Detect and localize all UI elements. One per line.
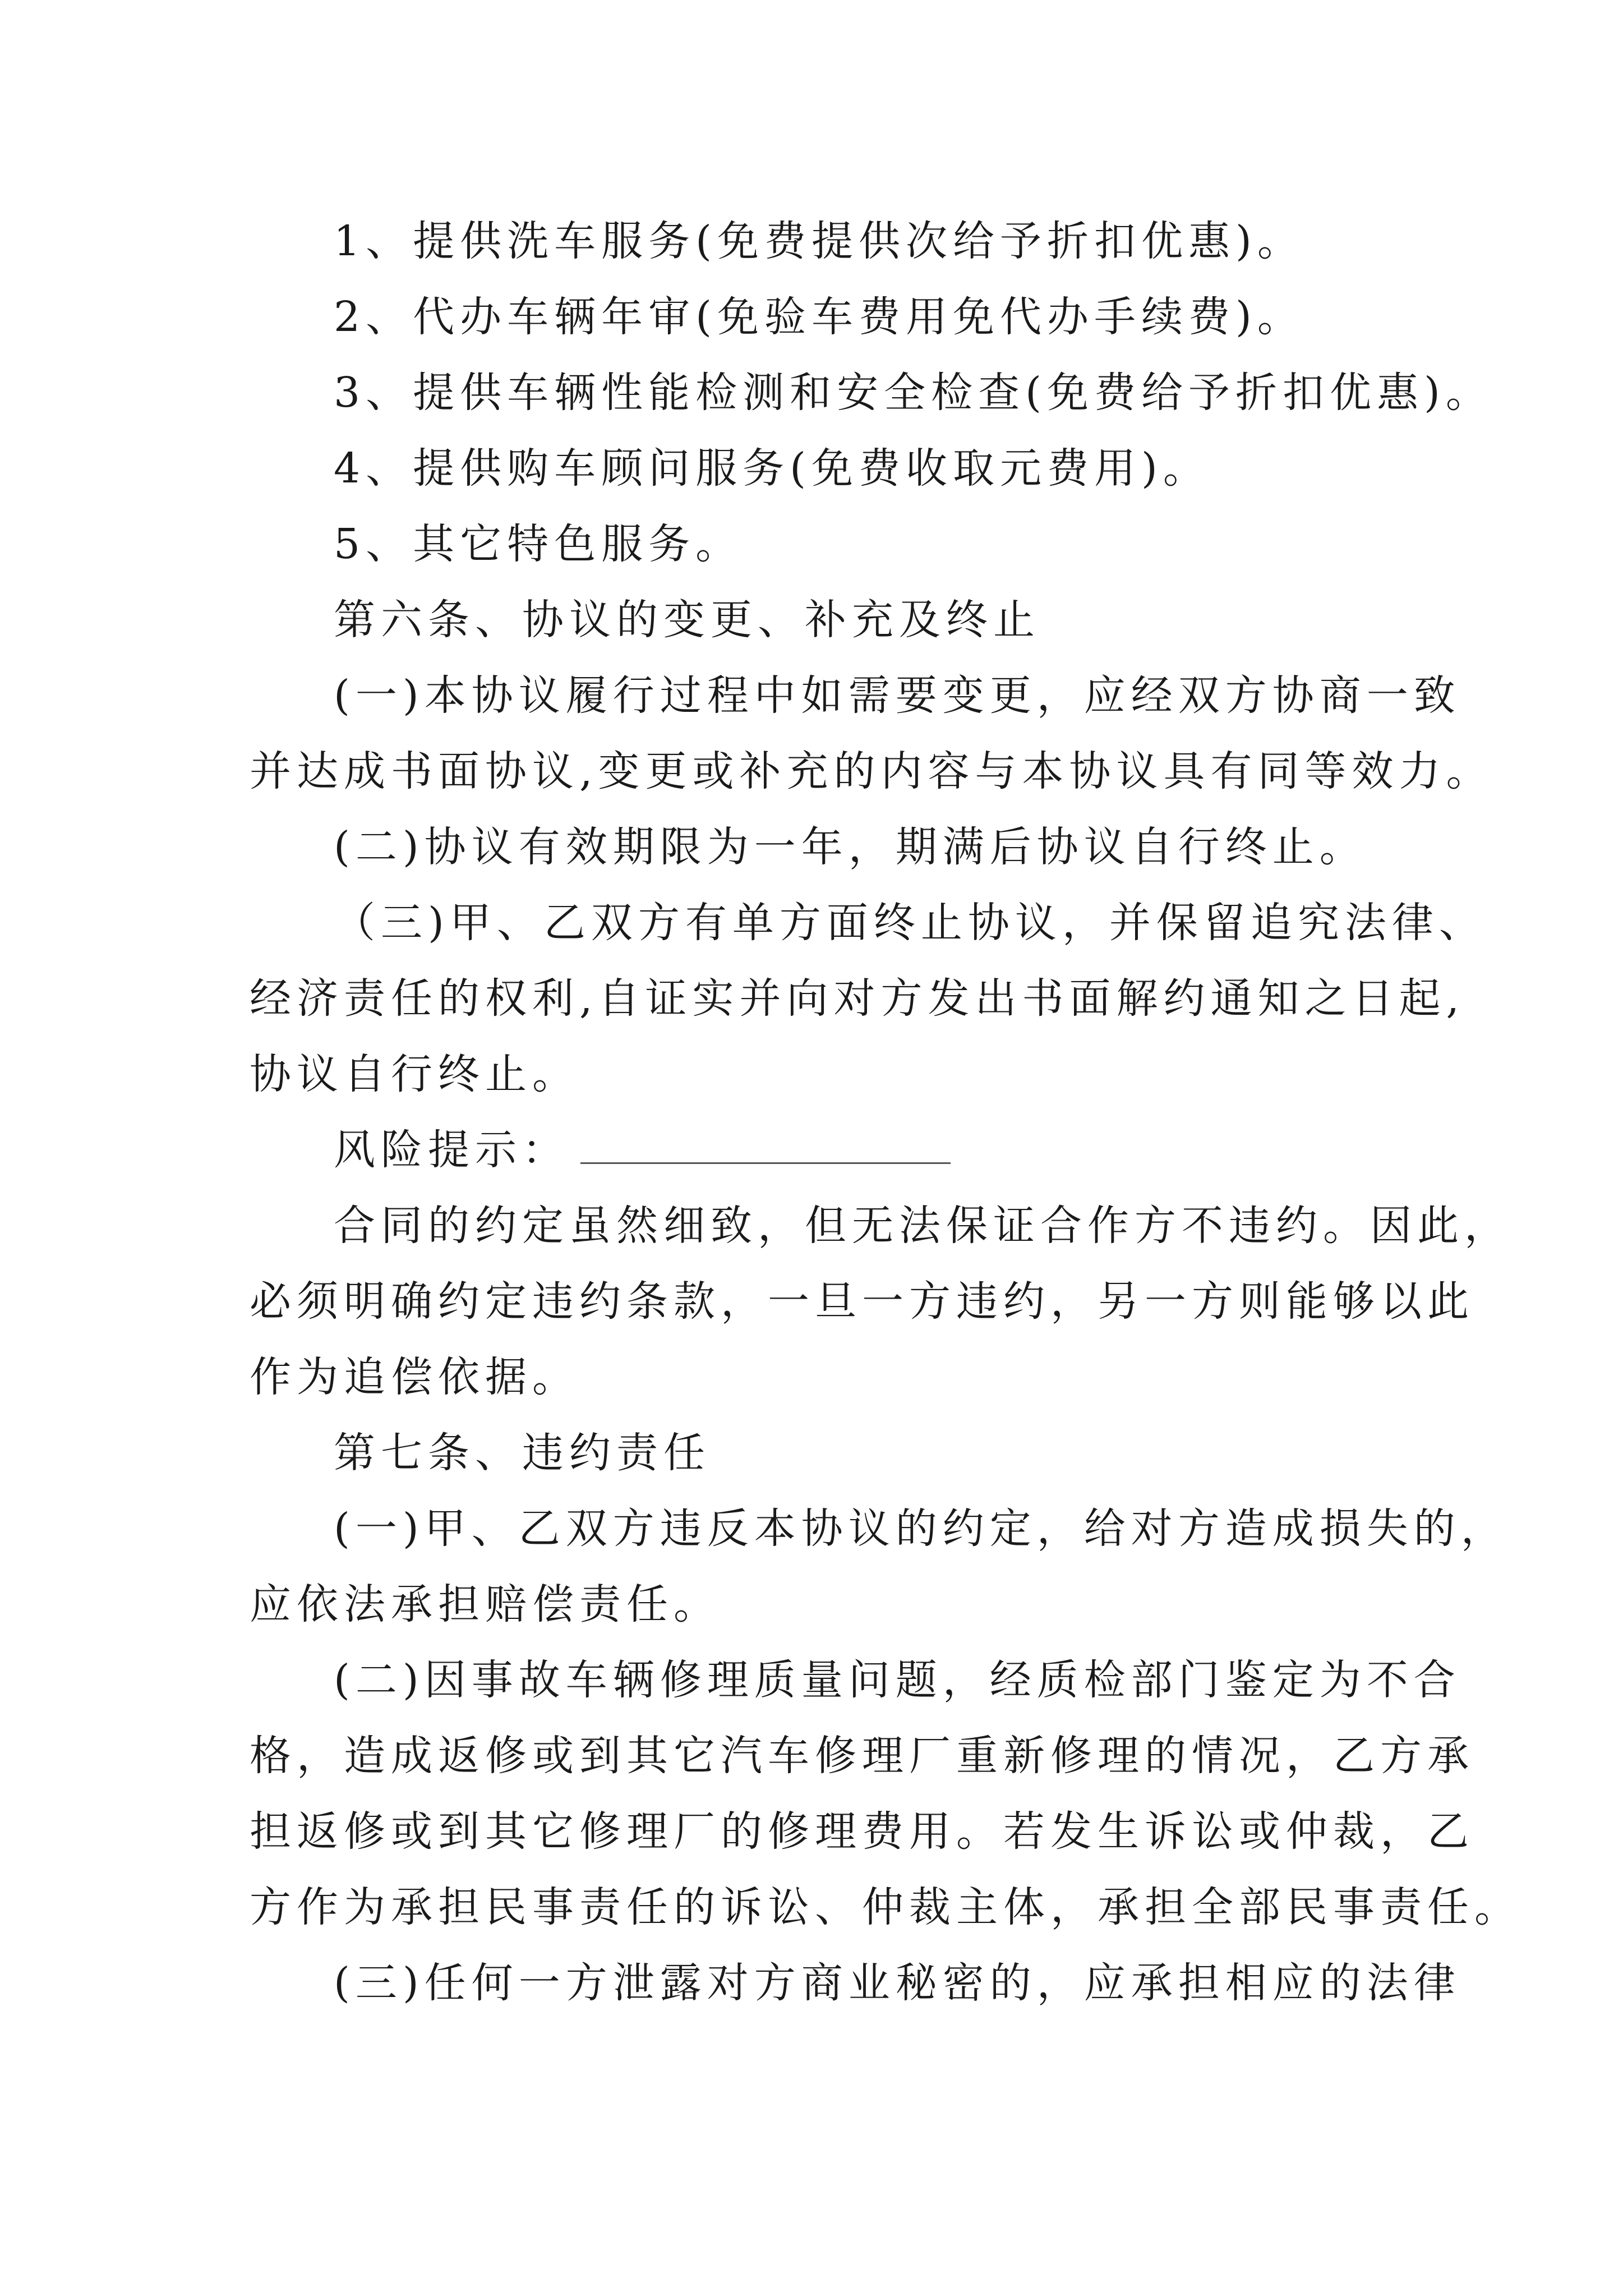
paragraph-line: 方作为承担民事责任的诉讼、仲裁主体，承担全部民事责任。 (250, 1883, 1521, 1931)
list-item: 4、提供购车顾问服务(免费收取元费用)。 (334, 444, 1210, 493)
fill-in-blank (580, 1129, 951, 1164)
paragraph-line: （三)甲、乙双方有单方面终止协议，并保留追究法律、 (334, 899, 1486, 947)
paragraph-line: 并达成书面协议,变更或补充的内容与本协议具有同等效力。 (250, 747, 1493, 795)
paragraph-line: (一)本协议履行过程中如需要变更，应经双方协商一致 (334, 671, 1461, 720)
paragraph-line: 协议自行终止。 (250, 1050, 579, 1098)
list-item: 1、提供洗车服务(免费提供次给予折扣优惠)。 (334, 217, 1304, 265)
list-item: 5、其它特色服务。 (334, 520, 743, 568)
paragraph-line: 经济责任的权利,自证实并向对方发出书面解约通知之日起, (250, 974, 1465, 1023)
list-item: 3、提供车辆性能检测和安全检查(免费给予折扣优惠)。 (334, 369, 1493, 417)
list-item: 2、代办车辆年审(免验车费用免代办手续费)。 (334, 293, 1304, 341)
paragraph-line: (三)任何一方泄露对方商业秘密的，应承担相应的法律 (334, 1959, 1461, 2007)
risk-tip-label: 风险提示： (334, 1126, 569, 1174)
paragraph-line: 应依法承担赔偿责任。 (250, 1580, 721, 1628)
paragraph-line: 必须明确约定违约条款，一旦一方违约，另一方则能够以此 (250, 1277, 1474, 1326)
paragraph-line: 合同的约定虽然细致，但无法保证合作方不违约。因此， (334, 1202, 1511, 1250)
paragraph-line: (二)协议有效期限为一年，期满后协议自行终止。 (334, 823, 1367, 871)
paragraph-line: (一)甲、乙双方违反本协议的约定，给对方造成损失的， (334, 1504, 1508, 1553)
risk-tip-line (334, 1122, 951, 1178)
section-heading: 第七条、违约责任 (334, 1429, 711, 1477)
section-heading: 第六条、协议的变更、补充及终止 (334, 596, 1040, 644)
paragraph-line: 担返修或到其它修理厂的修理费用。若发生诉讼或仲裁，乙 (250, 1807, 1474, 1856)
paragraph-line: (二)因事故车辆修理质量问题，经质检部门鉴定为不合 (334, 1656, 1461, 1704)
paragraph-line: 格，造成返修或到其它汽车修理厂重新修理的情况，乙方承 (250, 1732, 1474, 1780)
paragraph-line: 作为追偿依据。 (250, 1353, 579, 1401)
